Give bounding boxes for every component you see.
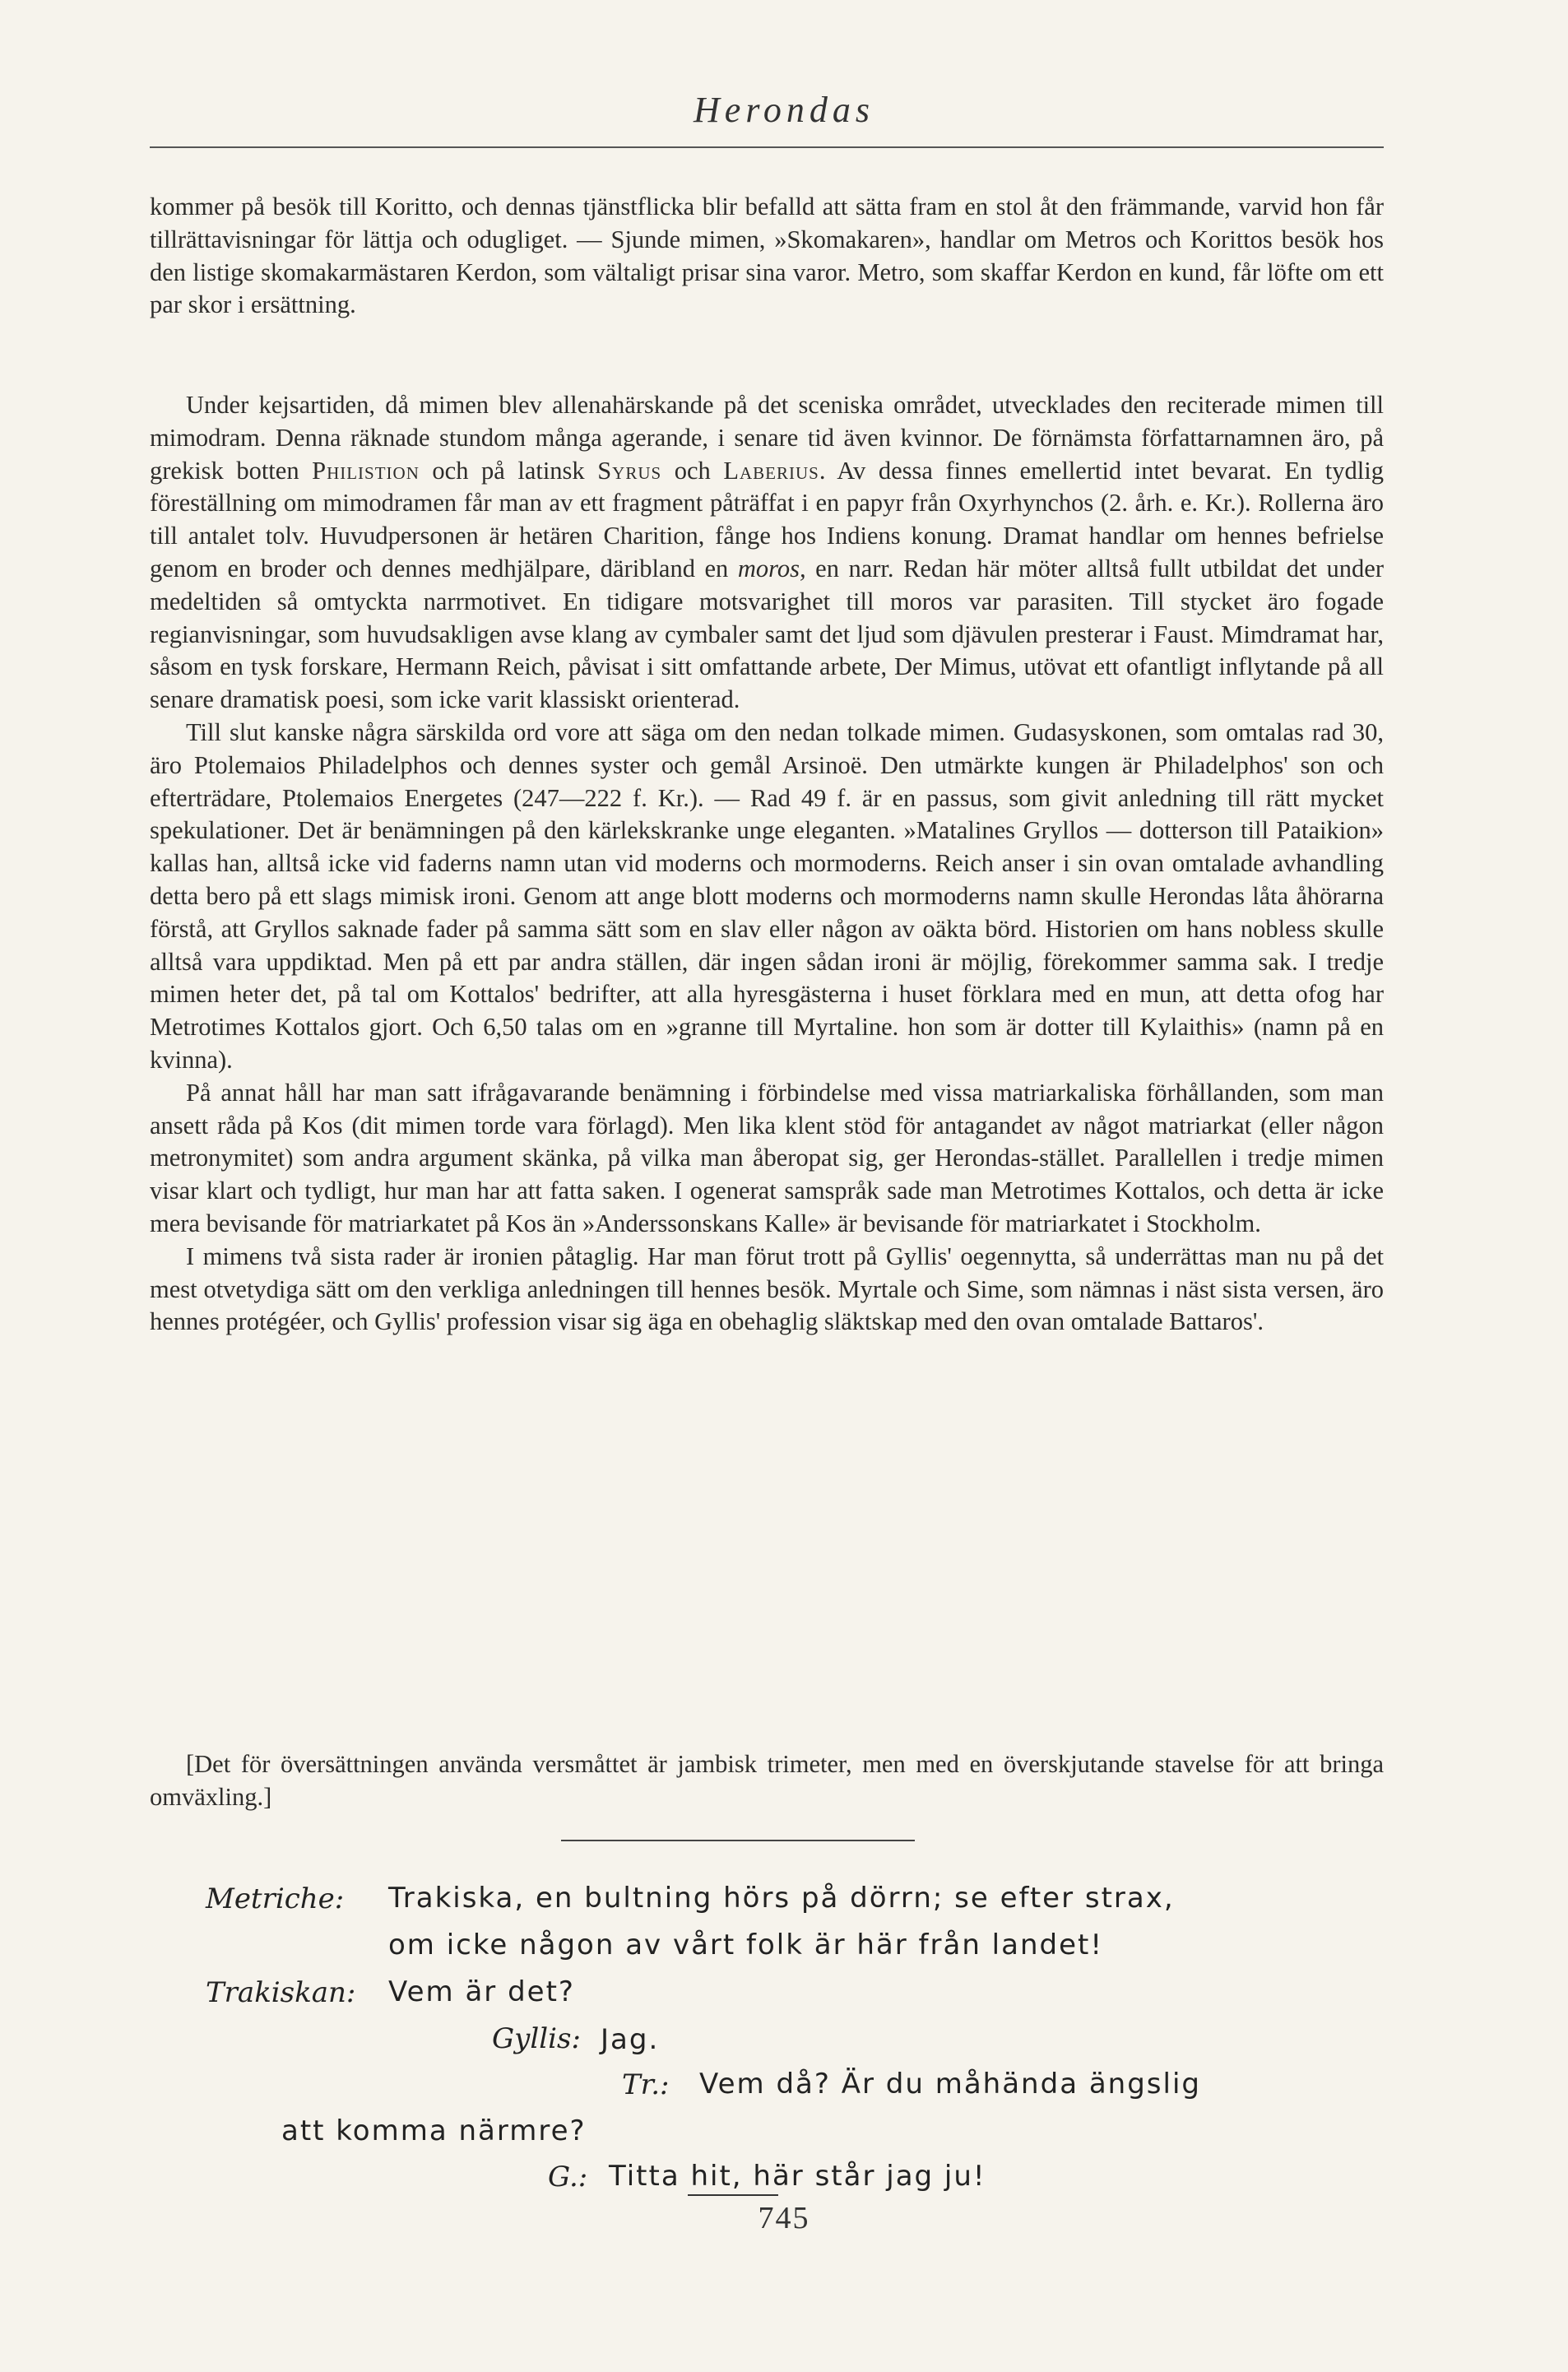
page-number-rule <box>688 2194 778 2196</box>
translation-note: [Det för översättningen använda versmåttet är jambisk trimeter, men med en överskjutande stavelse för att bringa omväxling.] <box>150 1750 1384 1811</box>
name-laberius: Laberius <box>723 456 819 485</box>
paragraph-3: Till slut kanske några särskilda ord vore att säga om den nedan tolkade mimen. Gudasyskonen, som omtalas rad 30, äro Ptolemaios Philadelphos och dennes syster och gemål Arsinoë. Den utmärkte kungen är Philadelphos' son och efterträdare, Ptolemaios Energetes (247—222 f. Kr.). — Rad 49 f. är en passus, som givit anledning till rätt mycket spekulationer. Det är benämningen på den kärlekskranke unge eleganten. »Matalines Gryllos — dotterson till Pataikion» kallas han, alltså icke vid faderns namn utan vid moderns och mormoderns. Reich anser i sin ovan omtalade avhandling detta bero på ett slags mimisk ironi. Genom att ange blott moderns och mormoderns namn skulle Herondas låta åhörarna förstå, att Gryllos saknade fader på samma sätt som en slav eller någon av oäkta börd. Historien om hans nobless skulle alltså vara uppdiktad. Men på ett par andra ställen, där ingen sådan ironi är möjlig, förekommer samma sak. I tredje mimen heter det, på tal om Kottalos' bedrifter, att alla hyresgästerna i huset förklara med en mun, att detta ofog har Metrotimes Kottalos gjort. Och 6,50 talas om en »granne till Myrtaline. hon som är dotter till Kylaithis» (namn på en kvinna). <box>150 717 1384 1074</box>
name-syrus: Syrus <box>597 456 662 485</box>
name-philistion: Philistion <box>312 456 420 485</box>
dialogue-line: Jag. <box>601 2023 660 2056</box>
paragraph-1: kommer på besök till Koritto, och dennas tjänstflicka blir befalld att sätta fram en stol åt den främmande, varvid hon får tillrättavisningar för lättja och odugliget. — Sjunde mimen, »Skomakaren», handlar om Metros och Korittos besök hos den listige skomakarmästaren Kerdon, som vältaligt prisar sina varor. Metro, som skaffar Kerdon en kund, får löfte om ett par skor i ersättning. <box>150 193 1384 319</box>
paragraph-2-part-c: och <box>661 456 724 485</box>
running-header-title: Herondas <box>694 90 874 130</box>
word-moros: moros, <box>737 554 806 583</box>
dialogue-speaker: Metriche: <box>206 1882 345 1915</box>
page-number: 745 <box>758 2201 810 2235</box>
dialogue-line: Vem då? Är du måhända ängslig <box>699 2068 1201 2100</box>
paragraph-4: På annat håll har man satt ifrågavarande benämning i förbindelse med vissa matriarkaliska förhållanden, som man ansett råda på Kos (dit mimen torde vara förlagd). Men lika klent stöd för antagandet av något matriarkat (eller någon metronymitet) som andra argument skänka, på vilka man åberopat sig, ger Herondas-stället. Parallellen i tredje mimen visar klart och tydligt, hur man har att fatta saken. I ogenerat samspråk sade man Metrotimes Kottalos, och detta är icke mera bevisande för matriarkatet på Kos än »Anderssonskans Kalle» är bevisande för matriarkatet i Stockholm. <box>150 1078 1384 1237</box>
paragraph-2-part-e: en narr. Redan här möter alltså fullt utbildat det under medeltiden så omtyckta narrmotivet. En tidigare motsvarighet till moros var parasiten. Till stycket äro fogade regianvisningar, som huvudsakligen avse klang av cymbaler samt det ljud som djävulen presterar i Faust. Mimdramat har, såsom en tysk forskare, Hermann Reich, påvisat i sitt omfattande arbete, Der Mimus, utövat ett ofantligt inflytande på all senare dramatisk poesi, som icke varit klassiskt orienterad. <box>150 554 1385 714</box>
dialogue-line: om icke någon av vårt folk är här från landet! <box>388 1929 1103 1961</box>
dialogue-speaker: Gyllis: <box>492 2022 581 2055</box>
dialogue-line: att komma närmre? <box>281 2114 587 2147</box>
dialogue-speaker: G.: <box>548 2161 588 2193</box>
dialogue-speaker: Tr.: <box>622 2068 670 2101</box>
paragraph-5: I mimens två sista rader är ironien påtaglig. Har man förut trott på Gyllis' oegennytta, så underrättas man nu på det mest otvetydiga sätt om den verkliga anledningen till hennes besök. Myrtale och Sime, som nämnas i näst sista versen, äro hennes protégéer, och Gyllis' profession visar sig äga en obehaglig släktskap med den ovan omtalade Battaros'. <box>150 1242 1384 1336</box>
dialogue-line: Trakiska, en bultning hörs på dörrn; se efter strax, <box>388 1882 1175 1915</box>
dialogue-line: Titta hit, här står jag ju! <box>609 2160 986 2193</box>
paragraph-2-part-d: . Av dessa finnes emellertid intet bevarat. En tydlig föreställning om mimodramen får man av ett fragment påträffat i en papyr från Oxyrhynchos (2. årh. e. Kr.). Rollerna äro till antalet tolv. Huvudpersonen är hetären Charition, fånge hos Indiens konung. Dramat handlar om hennes befrielse genom en broder och dennes medhjälpare, däribland en <box>150 456 1384 583</box>
dialogue-speaker: Trakiskan: <box>206 1976 356 2009</box>
paragraph-2-part-a: Under kejsartiden, då mimen blev allenahärskande på det sceniska området, utvecklades den reciterade mimen till mimodram. Denna räknade stundom många agerande, i senare tid även kvinnor. De förnämsta författarnamnen äro, på grekisk botten <box>150 391 1384 485</box>
dialogue-line: Vem är det? <box>388 1975 575 2008</box>
paragraph-2-part-b: och på latinsk <box>419 456 598 485</box>
